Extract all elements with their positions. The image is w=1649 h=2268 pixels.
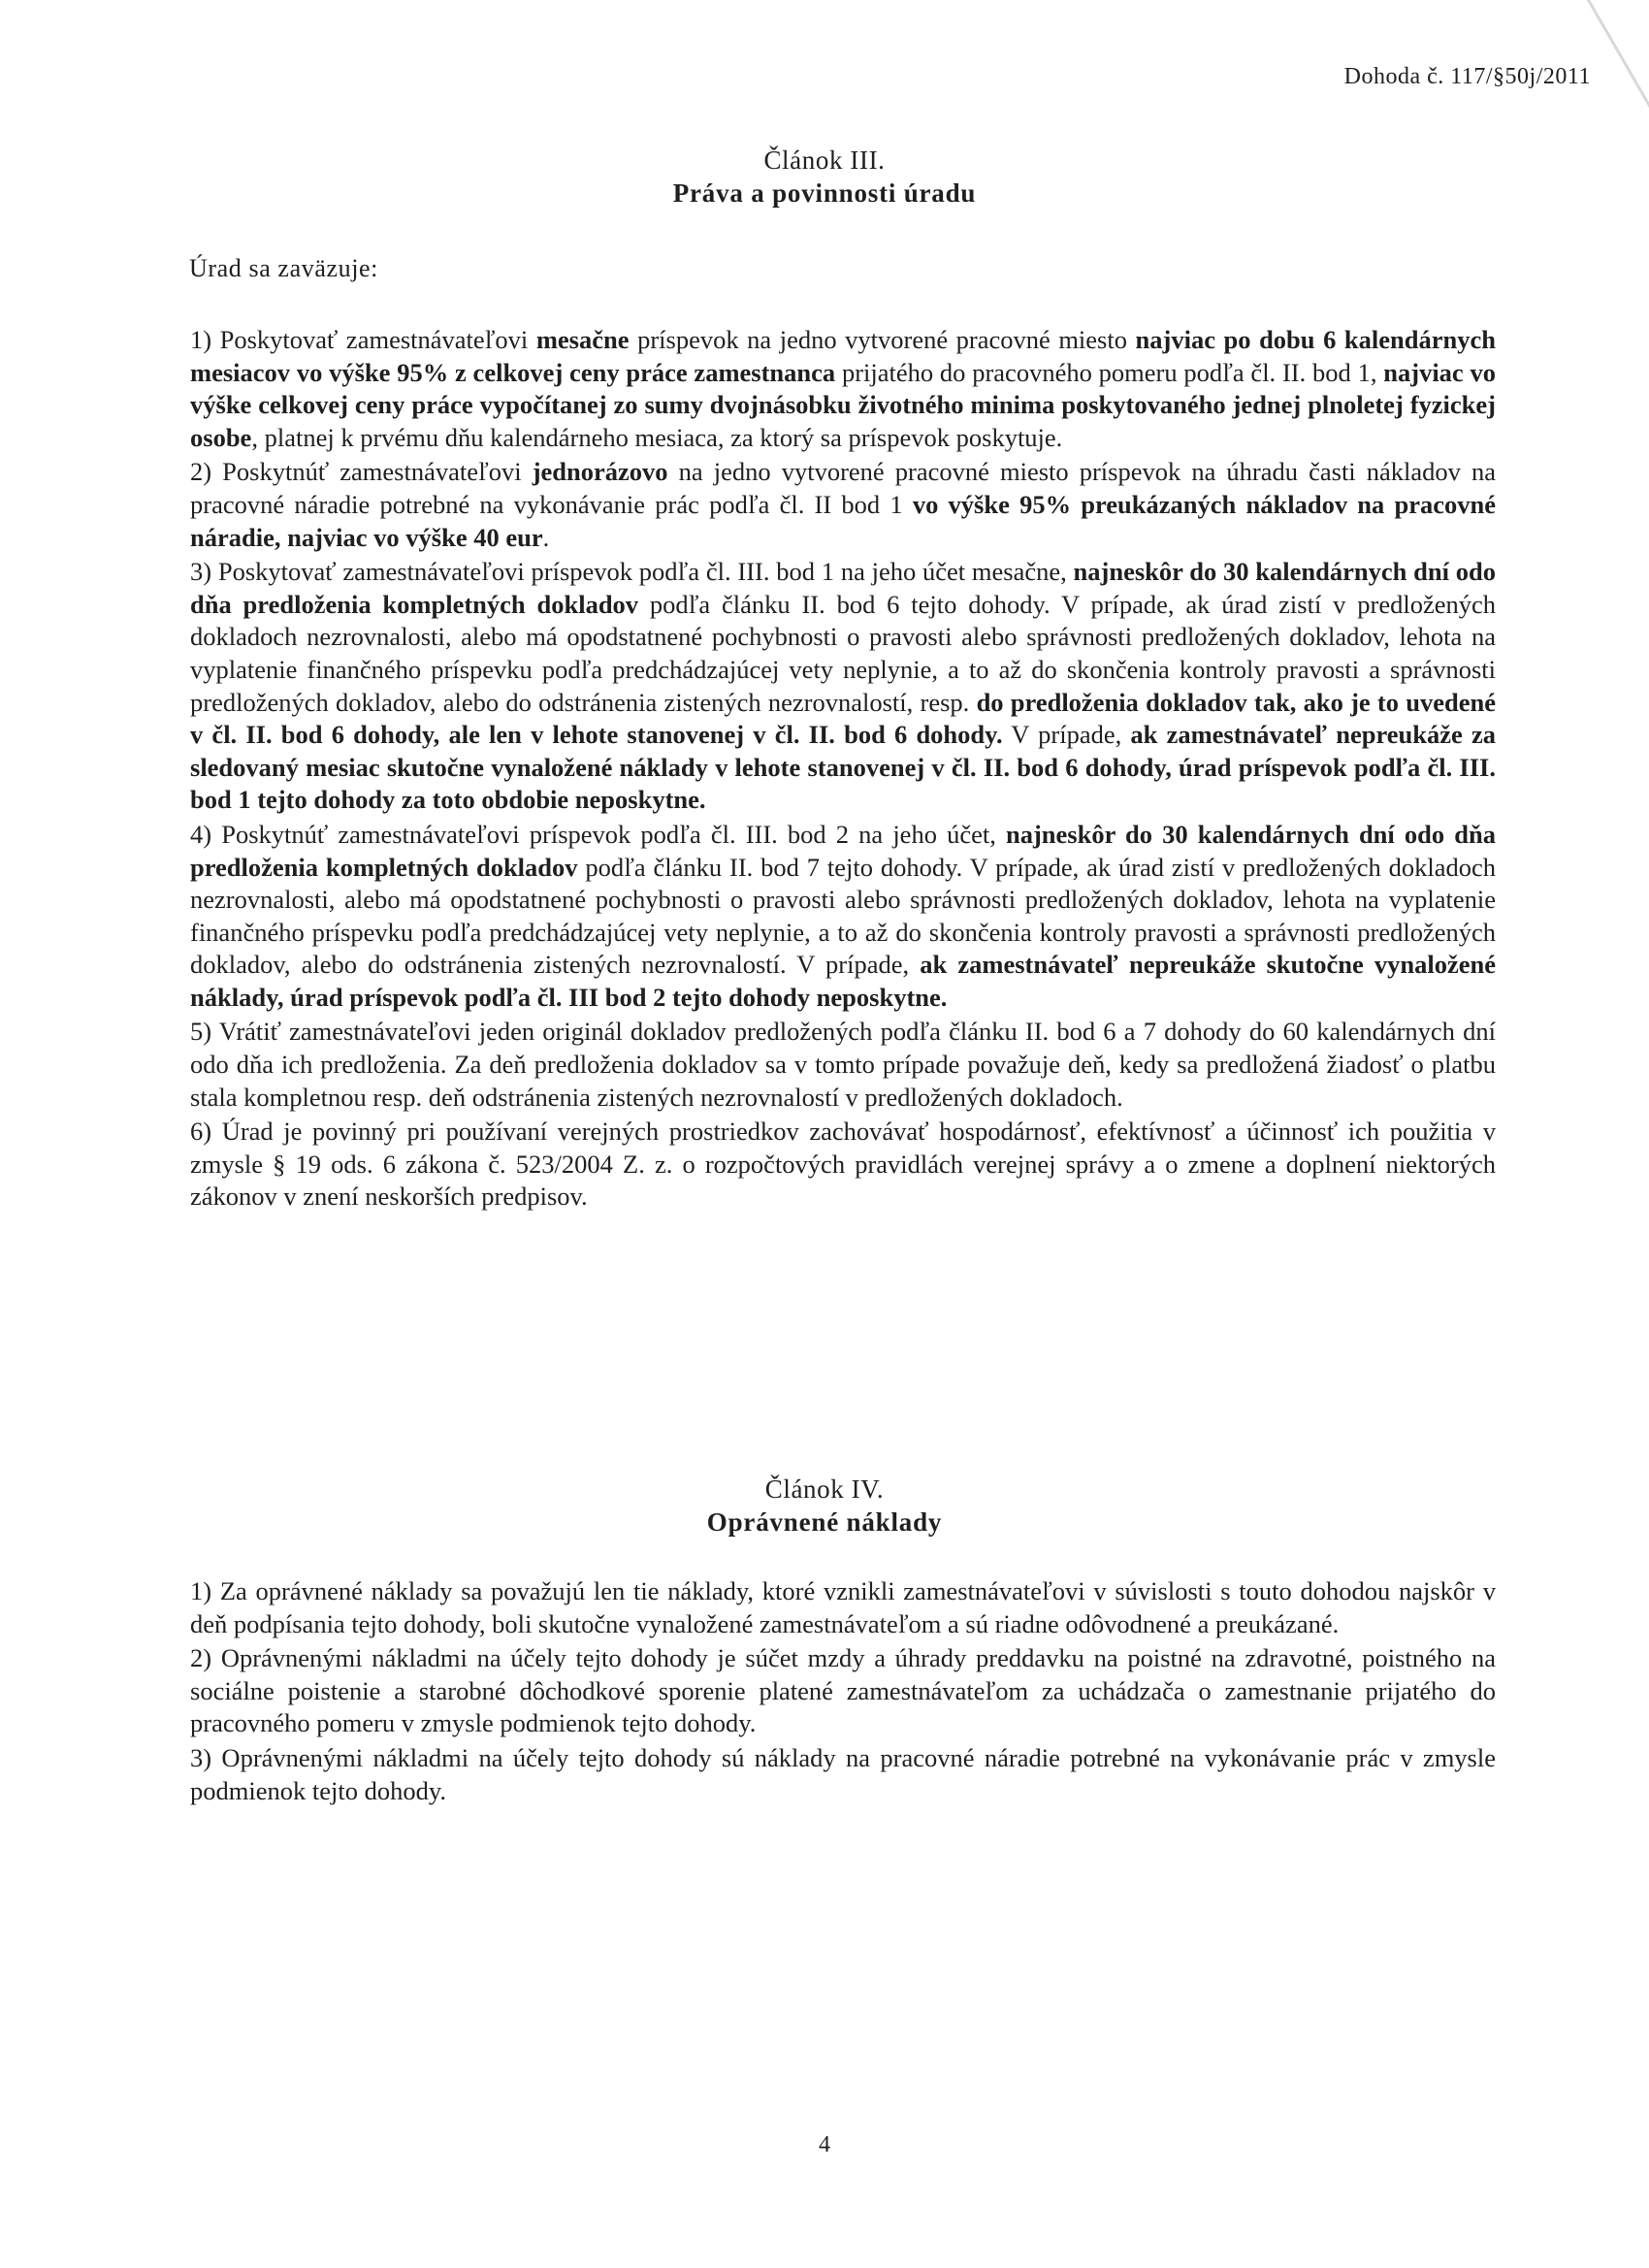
text: Poskytnúť zamestnávateľovi príspevok podľa čl. III. bod 2 na jeho účet, — [211, 819, 1006, 849]
article-3-item-number: 4) — [190, 819, 212, 849]
bold-text: najneskôr do 30 kalendárnych dní odo dňa predloženia kompletných dokladov — [190, 557, 1496, 619]
bold-text: do predloženia dokladov tak, ako je to uvedené v čl. II. bod 6 dohody, ale len v lehote stanovenej v čl. II. bod 6 dohody. — [190, 687, 1496, 750]
text: podľa článku II. bod 7 tejto dohody. V prípade, ak úrad zistí v predložených dokladoch nezrovnalosti, alebo má opodstatnené pochybnosti o pravosti alebo správnosti predložených dokladov, lehota na vyplatenie finančného príspevku podľa predchádzajúcej vety neplynie, a to až do skončenia kontroly pravosti a správnosti predložených dokladov, alebo do odstránenia zistených nezrovnalostí. V prípade, — [190, 852, 1497, 980]
article-3-item-4 — [190, 819, 1496, 1015]
article-4-subtitle: Oprávnené náklady — [706, 1507, 943, 1537]
text: Poskytnúť zamestnávateľovi — [211, 457, 533, 487]
article-4-title: Článok IV. — [764, 1474, 885, 1504]
document-reference: Dohoda č. 117/§50j/2011 — [1343, 64, 1591, 89]
text: V prípade, — [1002, 720, 1131, 750]
article-3-item-number: 5) — [190, 1017, 212, 1047]
article-4-item-number: 1) — [190, 1576, 212, 1605]
bold-text: mesačne — [535, 325, 630, 354]
article-4-item-number: 2) — [190, 1643, 212, 1673]
text: . — [542, 522, 550, 552]
article-4-item-3 — [190, 1742, 1496, 1807]
article-3-subtitle: Práva a povinnosti úradu — [672, 178, 977, 208]
text: Poskytovať zamestnávateľovi príspevok podľa čl. III. bod 1 na jeho účet mesačne, — [211, 557, 1074, 587]
article-3-item-3 — [190, 556, 1496, 817]
text: Za oprávnené náklady sa považujú len tie náklady, ktoré vznikli zamestnávateľovi v súvislosti s touto dohodou najskôr v deň podpísania tejto dohody, boli skutočne vynaložené zamestnávateľom a sú riadne odôvodnené a preukázané. — [190, 1576, 1496, 1638]
article-4-item-2 — [190, 1642, 1496, 1740]
text: Poskytovať zamestnávateľovi — [211, 325, 536, 354]
text: príspevok na jedno vytvorené pracovné miesto — [629, 325, 1136, 354]
text: , platnej k prvému dňu kalendárneho mesiaca, za ktorý sa príspevok poskytuje. — [251, 422, 1063, 452]
article-3-title: Článok III. — [763, 146, 886, 175]
article-4-item-number: 3) — [190, 1742, 212, 1772]
page-number: 4 — [819, 2132, 830, 2157]
article-4-heading-block — [0, 1473, 1649, 1539]
article-3-item-number: 6) — [190, 1117, 212, 1147]
article-3-item-5 — [190, 1016, 1496, 1114]
bold-text: najviac vo výške celkovej ceny práce vypočítanej zo sumy dvojnásobku životného minima poskytovaného jednej plnoletej fyzickej osobe — [190, 357, 1496, 452]
text: podľa článku II. bod 6 tejto dohody. V prípade, ak úrad zistí v predložených dokladoch nezrovnalosti, alebo má opodstatnené pochybnosti o pravosti alebo správnosti predložených dokladov, lehota na vyplatenie finančného príspevku podľa predchádzajúcej vety neplynie, a to až do skončenia kontroly pravosti a správnosti predložených dokladov, alebo do odstránenia zistených nezrovnalostí, resp. — [190, 589, 1496, 717]
text: prijatého do pracovného pomeru podľa čl. II. bod 1, — [835, 357, 1384, 387]
text: Vrátiť zamestnávateľovi jeden originál dokladov predložených podľa článku II. bod 6 a 7 dohody do 60 kalendárnych dní odo dňa ich predloženia. Za deň predloženia dokladov sa v tomto prípade považuje deň, kedy sa predložená žiadosť o platbu stala kompletnou resp. deň odstránenia zistených nezrovnalostí v predložených dokladoch. — [190, 1017, 1496, 1112]
text: Úrad je povinný pri používaní verejných prostriedkov zachovávať hospodárnosť, efektívnosť a účinnosť ich použitia v zmysle § 19 ods. 6 zákona č. 523/2004 Z. z. o rozpočtových pravidlách verejnej správy a o zmene a doplnení niektorých zákonov v znení neskorších predpisov. — [190, 1117, 1496, 1212]
text: na jedno vytvorené pracovné miesto príspevok na úhradu časti nákladov na pracovné náradie potrebné na vykonávanie prác podľa čl. II bod 1 — [190, 457, 1496, 519]
article-3-item-number: 2) — [190, 457, 212, 487]
article-3-item-1 — [190, 324, 1496, 454]
scan-fold-line — [1581, 0, 1649, 268]
bold-text: ak zamestnávateľ nepreukáže za sledovaný mesiac skutočne vynaložené náklady v lehote stanovenej v čl. II. bod 6 dohody, úrad príspevok podľa čl. III. bod 1 tejto dohody za toto obdobie neposkytne. — [190, 720, 1496, 815]
article-3-lead: Úrad sa zaväzuje: — [189, 254, 378, 282]
article-3-item-number: 3) — [190, 557, 212, 587]
article-3-item-6 — [190, 1116, 1496, 1214]
bold-text: ak zamestnávateľ nepreukáže skutočne vynaložené náklady, úrad príspevok podľa čl. III bod 2 tejto dohody neposkytne. — [190, 950, 1496, 1012]
article-4-items — [190, 1575, 1496, 1809]
article-3-items — [190, 324, 1496, 1215]
bold-text: jednorázovo — [532, 457, 668, 487]
bold-text: vo výške 95% preukázaných nákladov na pracovné náradie, najviac vo výške 40 eur — [190, 489, 1497, 552]
text: Oprávnenými nákladmi na účely tejto dohody sú náklady na pracovné náradie potrebné na vykonávanie prác v zmysle podmienok tejto dohody. — [190, 1742, 1496, 1805]
bold-text: najneskôr do 30 kalendárnych dní odo dňa predloženia kompletných dokladov — [190, 819, 1497, 882]
article-3-heading-block — [0, 144, 1649, 210]
article-4-item-1 — [190, 1575, 1496, 1640]
article-3-item-2 — [190, 456, 1496, 554]
bold-text: najviac po dobu 6 kalendárnych mesiacov vo výške 95% z celkovej ceny práce zamestnanca — [190, 325, 1496, 387]
text: Oprávnenými nákladmi na účely tejto dohody je súčet mzdy a úhrady preddavku na poistné na zdravotné, poistného na sociálne poistenie a starobné dôchodkové sporenie platené zamestnávateľom za uchádzača o zamestnanie prijatého do pracovného pomeru v zmysle podmienok tejto dohody. — [190, 1643, 1496, 1738]
article-3-item-number: 1) — [190, 325, 212, 354]
